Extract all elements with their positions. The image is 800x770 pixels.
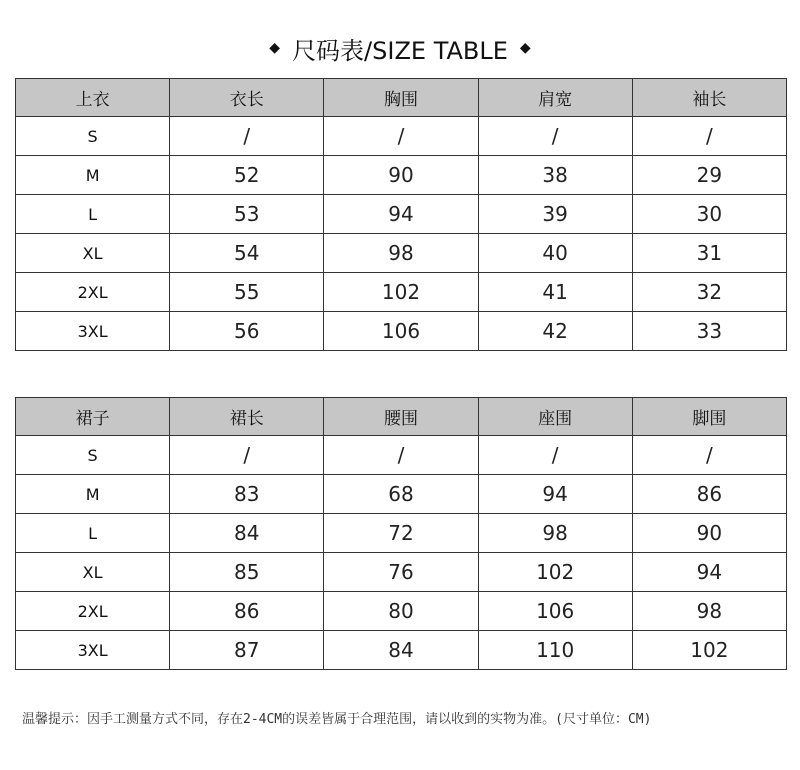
table-cell: /	[632, 117, 786, 156]
header-cell: 腰围	[324, 398, 478, 436]
size-label: S	[16, 436, 170, 475]
table-cell: 94	[478, 475, 632, 514]
size-label: L	[16, 195, 170, 234]
table-row	[16, 592, 787, 631]
table-cell: 83	[170, 475, 324, 514]
size-label: L	[16, 514, 170, 553]
table-cell: 102	[632, 631, 786, 670]
header-cell: 袖长	[632, 79, 786, 117]
table-cell: 94	[324, 195, 478, 234]
table-cell: /	[478, 117, 632, 156]
table-row	[16, 156, 787, 195]
table-cell: /	[324, 436, 478, 475]
size-label: 2XL	[16, 273, 170, 312]
table-cell: 84	[170, 514, 324, 553]
table-cell: 110	[478, 631, 632, 670]
page-title	[0, 30, 800, 66]
table-cell: 56	[170, 312, 324, 351]
size-label: M	[16, 156, 170, 195]
table-cell: 30	[632, 195, 786, 234]
diamond-icon: ◆	[519, 40, 531, 56]
header-cell: 脚围	[632, 398, 786, 436]
table-cell: 106	[478, 592, 632, 631]
diamond-icon: ◆	[269, 40, 281, 56]
table-row	[16, 553, 787, 592]
size-label: XL	[16, 553, 170, 592]
table-row	[16, 436, 787, 475]
measurement-note: 温馨提示：因手工测量方式不同，存在2-4CM的误差皆属于合理范围，请以收到的实物为准。(尺寸单位：CM)	[22, 712, 652, 727]
table-cell: 80	[324, 592, 478, 631]
table-cell: 42	[478, 312, 632, 351]
header-cell: 胸围	[324, 79, 478, 117]
table-cell: /	[324, 117, 478, 156]
table-cell: 90	[324, 156, 478, 195]
table-cell: 33	[632, 312, 786, 351]
table-row	[16, 117, 787, 156]
title-text: 尺码表/SIZE TABLE	[292, 36, 508, 65]
table-cell: 84	[324, 631, 478, 670]
table-cell: 85	[170, 553, 324, 592]
table-cell: 55	[170, 273, 324, 312]
table-header-row	[16, 79, 787, 117]
size-label: XL	[16, 234, 170, 273]
header-cell: 上衣	[16, 79, 170, 117]
table-cell: 98	[478, 514, 632, 553]
table-row	[16, 475, 787, 514]
header-cell: 裙子	[16, 398, 170, 436]
skirt-size-table	[15, 397, 787, 670]
table-cell: 32	[632, 273, 786, 312]
top-size-table	[15, 78, 787, 351]
table-cell: 29	[632, 156, 786, 195]
table-cell: 38	[478, 156, 632, 195]
table-cell: 53	[170, 195, 324, 234]
size-label: 3XL	[16, 312, 170, 351]
table-cell: /	[478, 436, 632, 475]
table-row	[16, 312, 787, 351]
table-cell: 94	[632, 553, 786, 592]
table-cell: /	[170, 436, 324, 475]
table-cell: 102	[324, 273, 478, 312]
table-cell: 39	[478, 195, 632, 234]
table-row	[16, 195, 787, 234]
table-cell: 68	[324, 475, 478, 514]
table-cell: 90	[632, 514, 786, 553]
table-cell: 72	[324, 514, 478, 553]
table-cell: 106	[324, 312, 478, 351]
table-cell: 98	[324, 234, 478, 273]
header-cell: 裙长	[170, 398, 324, 436]
size-label: S	[16, 117, 170, 156]
table-cell: 76	[324, 553, 478, 592]
table-row	[16, 514, 787, 553]
table-cell: 98	[632, 592, 786, 631]
size-label: 3XL	[16, 631, 170, 670]
table-row	[16, 631, 787, 670]
table-row	[16, 273, 787, 312]
header-cell: 衣长	[170, 79, 324, 117]
table-cell: /	[170, 117, 324, 156]
table-cell: 40	[478, 234, 632, 273]
table-row	[16, 234, 787, 273]
table-cell: 31	[632, 234, 786, 273]
table-cell: /	[632, 436, 786, 475]
size-label: M	[16, 475, 170, 514]
table-cell: 87	[170, 631, 324, 670]
header-cell: 肩宽	[478, 79, 632, 117]
table-cell: 54	[170, 234, 324, 273]
size-label: 2XL	[16, 592, 170, 631]
table-cell: 52	[170, 156, 324, 195]
table-header-row	[16, 398, 787, 436]
table-cell: 86	[170, 592, 324, 631]
table-cell: 102	[478, 553, 632, 592]
table-cell: 41	[478, 273, 632, 312]
table-cell: 86	[632, 475, 786, 514]
header-cell: 座围	[478, 398, 632, 436]
